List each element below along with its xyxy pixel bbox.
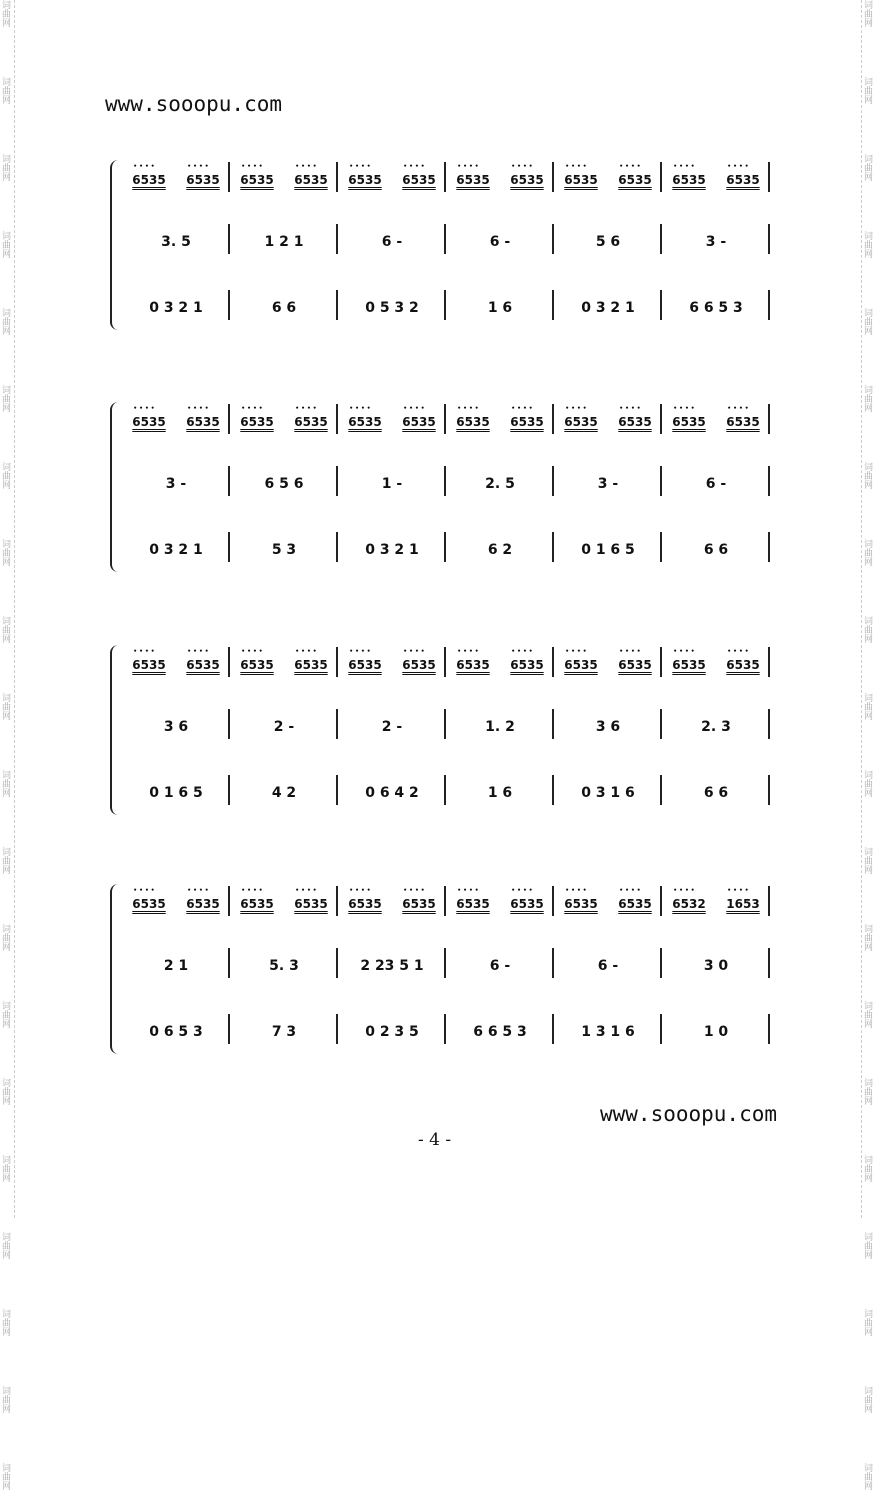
middle-staff — [122, 222, 770, 262]
note-group: •••• 6535 — [186, 658, 219, 672]
note-group: 3 - — [705, 234, 727, 250]
measure — [554, 530, 662, 570]
note-group: •••• 6535 — [402, 173, 435, 187]
note-group: •••• 6535 — [348, 897, 381, 911]
note-group: 1 3 1 6 — [581, 1024, 635, 1040]
edge-watermark-text: 词曲网 — [0, 0, 10, 27]
edge-watermark-text: 词曲网 — [862, 924, 872, 951]
note-group: •••• 6535 — [240, 658, 273, 672]
edge-watermark-text: 词曲网 — [862, 616, 872, 643]
measure — [446, 530, 554, 570]
measure — [338, 884, 446, 924]
edge-watermark-text: 词曲网 — [862, 539, 872, 566]
note-group: •••• 6535 — [240, 897, 273, 911]
middle-staff — [122, 464, 770, 504]
edge-watermark-text: 词曲网 — [0, 770, 10, 797]
note-group: 3 - — [165, 476, 187, 492]
note-group: •••• 6535 — [294, 415, 327, 429]
note-group: •••• 6535 — [564, 897, 597, 911]
measure — [662, 773, 770, 813]
edge-watermark-text: 词曲网 — [0, 847, 10, 874]
note-group: 2 23 5 1 — [360, 958, 424, 974]
edge-watermark-text: 词曲网 — [862, 154, 872, 181]
measure — [122, 464, 230, 504]
bottom-staff — [122, 1012, 770, 1052]
bar-line — [768, 647, 770, 677]
note-group: 0 6 4 2 — [365, 785, 419, 801]
top-staff — [122, 645, 770, 685]
note-group: 0 3 2 1 — [149, 542, 203, 558]
note-group: •••• 6535 — [672, 658, 705, 672]
measure — [446, 946, 554, 986]
edge-watermark-text: 词曲网 — [0, 924, 10, 951]
bar-line — [768, 775, 770, 805]
edge-watermark-text: 词曲网 — [862, 1078, 872, 1105]
edge-watermark-text: 词曲网 — [0, 77, 10, 104]
note-group: 1 0 — [703, 1024, 729, 1040]
note-group: •••• 6535 — [672, 415, 705, 429]
note-group: •••• 6535 — [672, 173, 705, 187]
edge-watermark-text: 词曲网 — [0, 385, 10, 412]
note-group: 7 3 — [271, 1024, 297, 1040]
note-group: 1 2 1 — [264, 234, 304, 250]
measure — [230, 402, 338, 442]
note-group: •••• 6535 — [564, 415, 597, 429]
note-group: 6 6 — [703, 785, 729, 801]
edge-watermark-text: 词曲网 — [0, 1463, 10, 1490]
measure — [446, 773, 554, 813]
system-brace — [110, 402, 118, 572]
note-group: 2 - — [273, 719, 295, 735]
note-group: •••• 6535 — [456, 658, 489, 672]
measure — [446, 288, 554, 328]
measure — [230, 773, 338, 813]
note-group: 1. 2 — [485, 719, 515, 735]
note-group: 0 3 1 6 — [581, 785, 635, 801]
note-group: •••• 6535 — [240, 415, 273, 429]
measure — [338, 946, 446, 986]
bar-line — [768, 404, 770, 434]
note-group: 6 6 — [271, 300, 297, 316]
note-group: 6 - — [489, 234, 511, 250]
measure — [230, 707, 338, 747]
note-group: 3 6 — [163, 719, 189, 735]
measure — [662, 288, 770, 328]
measure — [122, 402, 230, 442]
note-group: 0 3 2 1 — [581, 300, 635, 316]
note-group: •••• 6535 — [726, 173, 759, 187]
edge-watermark-text: 词曲网 — [0, 231, 10, 258]
system-brace — [110, 645, 118, 815]
measure — [554, 707, 662, 747]
bar-line — [768, 532, 770, 562]
note-group: 3 6 — [595, 719, 621, 735]
edge-watermark-text: 词曲网 — [862, 1232, 872, 1259]
edge-watermark-text: 词曲网 — [862, 77, 872, 104]
measure — [230, 1012, 338, 1052]
measure — [230, 946, 338, 986]
edge-watermark-text: 词曲网 — [862, 1386, 872, 1413]
note-group: •••• 6535 — [348, 173, 381, 187]
measure — [554, 773, 662, 813]
measure — [338, 1012, 446, 1052]
note-group: •••• 6535 — [456, 897, 489, 911]
note-group: •••• 6535 — [402, 658, 435, 672]
note-group: 6 - — [705, 476, 727, 492]
note-group: •••• 1653 — [726, 897, 759, 911]
measure — [446, 222, 554, 262]
note-group: •••• 6535 — [294, 173, 327, 187]
note-group: •••• 6535 — [618, 897, 651, 911]
measure — [338, 160, 446, 200]
note-group: 2 - — [381, 719, 403, 735]
edge-watermark-text: 词曲网 — [0, 1155, 10, 1182]
edge-watermark-text: 词曲网 — [862, 1309, 872, 1336]
left-edge-watermark — [0, 0, 15, 1490]
note-group: 0 2 3 5 — [365, 1024, 419, 1040]
note-group: 2 1 — [163, 958, 189, 974]
note-group: 0 1 6 5 — [581, 542, 635, 558]
note-group: 1 6 — [487, 785, 513, 801]
measure — [662, 884, 770, 924]
right-edge-watermark — [861, 0, 876, 1490]
measure — [554, 946, 662, 986]
bar-line — [768, 224, 770, 254]
bottom-staff — [122, 288, 770, 328]
note-group: 3 0 — [703, 958, 729, 974]
note-group: 4 2 — [271, 785, 297, 801]
note-group: 6 6 5 3 — [473, 1024, 527, 1040]
note-group: •••• 6535 — [618, 173, 651, 187]
note-group: 3. 5 — [161, 234, 191, 250]
note-group: •••• 6535 — [186, 415, 219, 429]
measure — [338, 464, 446, 504]
note-group: 6 5 6 — [264, 476, 304, 492]
measure — [230, 222, 338, 262]
measure — [446, 1012, 554, 1052]
note-group: 2. 5 — [485, 476, 515, 492]
measure — [662, 707, 770, 747]
measure — [230, 530, 338, 570]
measure — [554, 222, 662, 262]
note-group: 5. 3 — [269, 958, 299, 974]
edge-watermark-text: 词曲网 — [0, 616, 10, 643]
edge-watermark-text: 词曲网 — [0, 154, 10, 181]
bar-line — [768, 886, 770, 916]
note-group: 6 - — [597, 958, 619, 974]
note-group: •••• 6535 — [510, 658, 543, 672]
measure — [338, 288, 446, 328]
measure — [446, 464, 554, 504]
measure — [554, 160, 662, 200]
measure — [662, 530, 770, 570]
top-staff — [122, 884, 770, 924]
note-group: 0 6 5 3 — [149, 1024, 203, 1040]
system-brace — [110, 884, 118, 1054]
note-group: 2. 3 — [701, 719, 731, 735]
edge-watermark-text: 词曲网 — [862, 1001, 872, 1028]
measure — [122, 530, 230, 570]
note-group: 0 3 2 1 — [365, 542, 419, 558]
note-group: •••• 6535 — [402, 415, 435, 429]
measure — [662, 645, 770, 685]
edge-watermark-text: 词曲网 — [862, 693, 872, 720]
measure — [554, 288, 662, 328]
measure — [554, 1012, 662, 1052]
middle-staff — [122, 946, 770, 986]
bottom-staff — [122, 530, 770, 570]
measure — [122, 773, 230, 813]
edge-watermark-text: 词曲网 — [862, 1155, 872, 1182]
note-group: 1 - — [381, 476, 403, 492]
note-group: •••• 6535 — [510, 897, 543, 911]
top-staff — [122, 160, 770, 200]
bar-line — [768, 162, 770, 192]
note-group: •••• 6535 — [348, 415, 381, 429]
edge-watermark-text: 词曲网 — [0, 1001, 10, 1028]
edge-watermark-text: 词曲网 — [862, 231, 872, 258]
note-group: 0 3 2 1 — [149, 300, 203, 316]
measure — [122, 707, 230, 747]
edge-watermark-text: 词曲网 — [862, 308, 872, 335]
middle-staff — [122, 707, 770, 747]
measure — [338, 402, 446, 442]
measure — [338, 773, 446, 813]
measure — [122, 946, 230, 986]
footer-url: www.sooopu.com — [600, 1102, 778, 1126]
note-group: 6 - — [381, 234, 403, 250]
note-group: 6 2 — [487, 542, 513, 558]
edge-watermark-text: 词曲网 — [0, 693, 10, 720]
edge-watermark-text: 词曲网 — [0, 1386, 10, 1413]
edge-watermark-text: 词曲网 — [862, 462, 872, 489]
note-group: 0 1 6 5 — [149, 785, 203, 801]
measure — [338, 530, 446, 570]
measure — [662, 1012, 770, 1052]
note-group: •••• 6535 — [618, 415, 651, 429]
measure — [338, 222, 446, 262]
edge-watermark-text: 词曲网 — [862, 847, 872, 874]
note-group: •••• 6535 — [726, 415, 759, 429]
note-group: •••• 6535 — [132, 415, 165, 429]
edge-watermark-text: 词曲网 — [0, 1078, 10, 1105]
measure — [662, 402, 770, 442]
page-number: - 4 - — [418, 1130, 452, 1150]
note-group: 6 6 — [703, 542, 729, 558]
measure — [662, 946, 770, 986]
measure — [230, 160, 338, 200]
measure — [122, 1012, 230, 1052]
note-group: •••• 6535 — [564, 658, 597, 672]
measure — [446, 884, 554, 924]
note-group: •••• 6535 — [456, 415, 489, 429]
note-group: •••• 6535 — [294, 658, 327, 672]
edge-watermark-text: 词曲网 — [0, 1309, 10, 1336]
note-group: 6 - — [489, 958, 511, 974]
bar-line — [768, 709, 770, 739]
measure — [662, 160, 770, 200]
note-group: 0 5 3 2 — [365, 300, 419, 316]
note-group: •••• 6535 — [456, 173, 489, 187]
note-group: •••• 6535 — [348, 658, 381, 672]
note-group: 6 6 5 3 — [689, 300, 743, 316]
measure — [122, 288, 230, 328]
note-group: •••• 6532 — [672, 897, 705, 911]
measure — [446, 402, 554, 442]
edge-watermark-text: 词曲网 — [862, 1463, 872, 1490]
edge-watermark-text: 词曲网 — [0, 308, 10, 335]
bar-line — [768, 466, 770, 496]
header-url: www.sooopu.com — [105, 92, 283, 116]
measure — [122, 645, 230, 685]
measure — [230, 288, 338, 328]
measure — [662, 464, 770, 504]
note-group: •••• 6535 — [132, 658, 165, 672]
bar-line — [768, 1014, 770, 1044]
note-group: 3 - — [597, 476, 619, 492]
bar-line — [768, 948, 770, 978]
measure — [554, 402, 662, 442]
measure — [122, 160, 230, 200]
note-group: 5 6 — [595, 234, 621, 250]
note-group: •••• 6535 — [564, 173, 597, 187]
note-group: •••• 6535 — [618, 658, 651, 672]
note-group: •••• 6535 — [240, 173, 273, 187]
measure — [662, 222, 770, 262]
measure — [122, 222, 230, 262]
measure — [338, 707, 446, 747]
measure — [554, 884, 662, 924]
bar-line — [768, 290, 770, 320]
note-group: •••• 6535 — [186, 897, 219, 911]
measure — [446, 160, 554, 200]
measure — [338, 645, 446, 685]
edge-watermark-text: 词曲网 — [0, 539, 10, 566]
note-group: •••• 6535 — [186, 173, 219, 187]
bottom-staff — [122, 773, 770, 813]
note-group: •••• 6535 — [726, 658, 759, 672]
measure — [554, 464, 662, 504]
measure — [230, 884, 338, 924]
measure — [230, 645, 338, 685]
note-group: •••• 6535 — [510, 415, 543, 429]
measure — [122, 884, 230, 924]
measure — [230, 464, 338, 504]
measure — [554, 645, 662, 685]
note-group: 1 6 — [487, 300, 513, 316]
edge-watermark-text: 词曲网 — [862, 770, 872, 797]
edge-watermark-text: 词曲网 — [862, 385, 872, 412]
note-group: •••• 6535 — [294, 897, 327, 911]
measure — [446, 645, 554, 685]
system-brace — [110, 160, 118, 330]
edge-watermark-text: 词曲网 — [0, 1232, 10, 1259]
note-group: •••• 6535 — [132, 173, 165, 187]
edge-watermark-text: 词曲网 — [0, 462, 10, 489]
top-staff — [122, 402, 770, 442]
edge-watermark-text: 词曲网 — [862, 0, 872, 27]
note-group: •••• 6535 — [510, 173, 543, 187]
note-group: 5 3 — [271, 542, 297, 558]
note-group: •••• 6535 — [132, 897, 165, 911]
measure — [446, 707, 554, 747]
note-group: •••• 6535 — [402, 897, 435, 911]
